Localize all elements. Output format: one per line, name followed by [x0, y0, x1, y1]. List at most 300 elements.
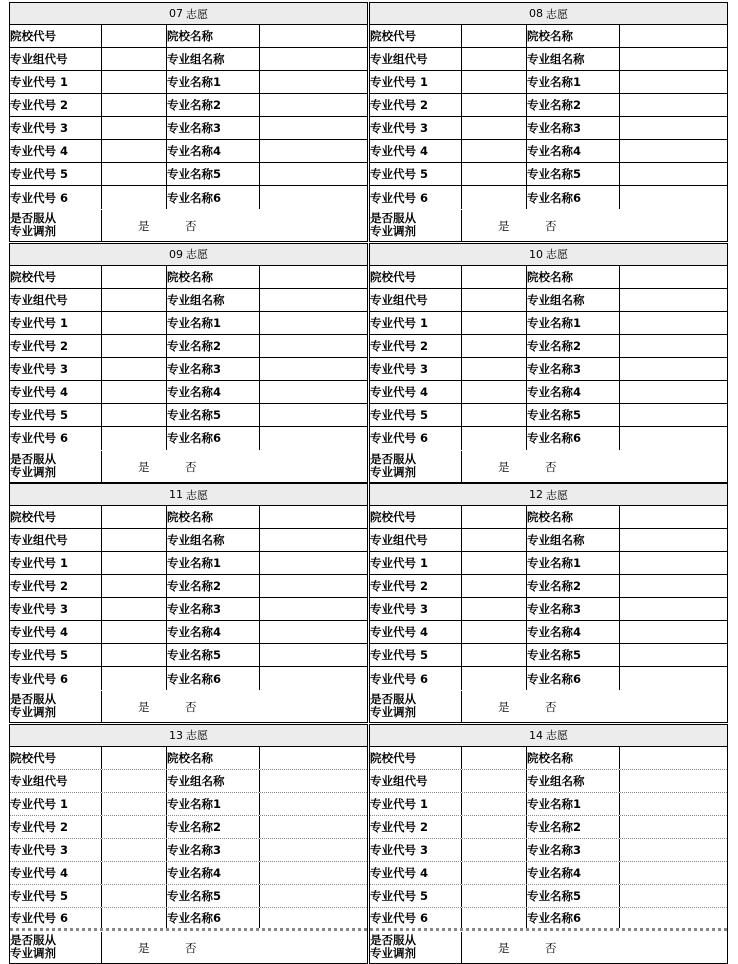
value-field-left[interactable] [462, 598, 527, 620]
form-row [370, 404, 727, 427]
value-field-left[interactable] [102, 747, 167, 769]
row-label-left: 专业代号 2 [10, 94, 102, 116]
row-label-right: 专业名称4 [167, 140, 260, 162]
form-row [10, 335, 367, 358]
value-field-left[interactable] [462, 335, 527, 357]
row-label-left: 专业代号 2 [370, 816, 462, 838]
adjust-yes-option[interactable]: 是 [498, 940, 510, 955]
form-row [370, 312, 727, 335]
form-row [370, 71, 727, 94]
value-field-left[interactable] [102, 644, 167, 666]
row-label-left: 专业代号 3 [10, 839, 102, 861]
value-field-right[interactable] [620, 427, 727, 450]
choice-label: 志愿 [186, 248, 208, 261]
row-label-left: 专业代号 3 [10, 117, 102, 139]
form-row [370, 908, 727, 931]
adjust-label-line1: 是否服从 [10, 932, 56, 947]
value-field-left[interactable] [462, 163, 527, 185]
row-label-left: 专业代号 6 [370, 908, 462, 928]
row-label-left: 专业代号 5 [370, 644, 462, 666]
row-label-left: 专业组代号 [10, 48, 102, 70]
form-row [370, 48, 727, 71]
adjust-label-line1: 是否服从 [10, 211, 56, 225]
value-field-right[interactable] [620, 908, 727, 928]
adjust-question [10, 210, 102, 241]
row-label-right: 专业名称6 [527, 427, 620, 450]
value-field-left[interactable] [462, 747, 527, 769]
value-field-left[interactable] [102, 71, 167, 93]
value-field-left[interactable] [462, 427, 527, 450]
adjust-yes-option[interactable]: 是 [138, 940, 150, 955]
adjust-no-option[interactable]: 否 [545, 219, 557, 233]
row-label-right: 专业名称1 [527, 793, 620, 815]
row-label-right: 专业名称5 [527, 644, 620, 666]
value-field-left[interactable] [102, 552, 167, 574]
value-field-right[interactable] [260, 862, 367, 884]
form-row [370, 381, 727, 404]
value-field-left[interactable] [462, 71, 527, 93]
row-label-right: 专业名称3 [167, 358, 260, 380]
row-label-left: 专业代号 3 [370, 598, 462, 620]
form-row [370, 163, 727, 186]
value-field-left[interactable] [102, 335, 167, 357]
form-row [370, 770, 727, 793]
value-field-right[interactable] [260, 427, 367, 450]
value-field-right[interactable] [620, 335, 727, 357]
adjust-no-option[interactable]: 否 [545, 700, 557, 714]
row-label-left: 专业代号 6 [370, 186, 462, 209]
adjust-row [10, 691, 367, 722]
row-label-left: 专业代号 6 [10, 427, 102, 450]
value-field-right[interactable] [620, 289, 727, 311]
row-label-right: 院校名称 [167, 266, 260, 288]
value-field-left[interactable] [102, 48, 167, 70]
adjust-row [370, 932, 727, 963]
row-label-left: 院校代号 [370, 506, 462, 528]
value-field-left[interactable] [462, 404, 527, 426]
value-field-right[interactable] [260, 335, 367, 357]
adjust-no-option[interactable]: 否 [545, 940, 557, 955]
value-field-left[interactable] [102, 667, 167, 690]
value-field-right[interactable] [260, 140, 367, 162]
value-field-right[interactable] [260, 770, 367, 792]
form-row [370, 266, 727, 289]
value-field-left[interactable] [102, 163, 167, 185]
value-field-left[interactable] [462, 529, 527, 551]
row-label-right: 专业名称3 [167, 117, 260, 139]
row-label-right: 专业名称4 [167, 862, 260, 884]
form-row [10, 552, 367, 575]
row-label-right: 专业组名称 [167, 770, 260, 792]
adjust-no-option[interactable]: 否 [185, 459, 197, 474]
choice-label: 志愿 [546, 7, 568, 21]
value-field-left[interactable] [462, 816, 527, 838]
value-field-left[interactable] [462, 94, 527, 116]
row-label-right: 专业名称3 [527, 117, 620, 139]
value-field-left[interactable] [462, 621, 527, 643]
value-field-right[interactable] [260, 552, 367, 574]
row-label-left: 专业代号 1 [370, 793, 462, 815]
value-field-left[interactable] [102, 25, 167, 47]
form-row [10, 117, 367, 140]
value-field-right[interactable] [260, 575, 367, 597]
value-field-left[interactable] [102, 381, 167, 403]
adjust-label-line1: 是否服从 [370, 692, 416, 706]
form-row [370, 529, 727, 552]
value-field-right[interactable] [620, 404, 727, 426]
adjust-yes-option[interactable]: 是 [138, 459, 150, 474]
row-label-left: 专业代号 3 [370, 839, 462, 861]
volunteer-card [9, 243, 368, 483]
adjust-label-line2: 专业调剂 [370, 705, 416, 719]
value-field-right[interactable] [260, 816, 367, 838]
value-field-right[interactable] [260, 266, 367, 288]
volunteer-card [9, 2, 368, 242]
row-label-left: 专业组代号 [370, 529, 462, 551]
row-label-left: 专业代号 4 [10, 862, 102, 884]
value-field-left[interactable] [462, 358, 527, 380]
row-label-right: 专业组名称 [167, 529, 260, 551]
choice-number: 09 [169, 247, 183, 261]
row-label-right: 专业名称6 [167, 186, 260, 209]
value-field-right[interactable] [260, 381, 367, 403]
value-field-left[interactable] [462, 381, 527, 403]
value-field-right[interactable] [260, 404, 367, 426]
adjust-no-option[interactable]: 否 [185, 940, 197, 955]
value-field-right[interactable] [620, 117, 727, 139]
row-label-left: 专业组代号 [370, 770, 462, 792]
adjust-yes-option[interactable]: 是 [498, 700, 510, 714]
value-field-right[interactable] [260, 793, 367, 815]
form-row [370, 289, 727, 312]
row-label-right: 院校名称 [527, 747, 620, 769]
form-row [370, 506, 727, 529]
form-row [10, 621, 367, 644]
row-label-left: 专业代号 2 [370, 335, 462, 357]
volunteer-card [369, 483, 728, 723]
row-label-left: 院校代号 [370, 25, 462, 47]
form-row [370, 427, 727, 450]
choice-label: 志愿 [186, 7, 208, 21]
row-label-left: 专业代号 5 [10, 163, 102, 185]
value-field-right[interactable] [260, 885, 367, 907]
row-label-right: 专业名称2 [167, 335, 260, 357]
row-label-right: 专业名称5 [167, 404, 260, 426]
row-label-left: 专业代号 4 [10, 381, 102, 403]
value-field-left[interactable] [462, 575, 527, 597]
value-field-left[interactable] [462, 289, 527, 311]
choice-label: 志愿 [546, 248, 568, 261]
row-label-left: 专业代号 6 [10, 908, 102, 928]
value-field-right[interactable] [620, 25, 727, 47]
value-field-right[interactable] [260, 839, 367, 861]
value-field-left[interactable] [102, 506, 167, 528]
form-row [370, 94, 727, 117]
row-label-right: 专业名称1 [527, 312, 620, 334]
value-field-right[interactable] [260, 908, 367, 928]
adjust-row [370, 691, 727, 722]
row-label-left: 院校代号 [370, 266, 462, 288]
volunteer-card [9, 724, 368, 964]
value-field-right[interactable] [260, 644, 367, 666]
value-field-left[interactable] [102, 770, 167, 792]
choice-number: 08 [529, 7, 543, 20]
row-label-right: 专业名称1 [527, 71, 620, 93]
value-field-left[interactable] [102, 358, 167, 380]
volunteer-card-header [370, 725, 727, 747]
value-field-left[interactable] [462, 117, 527, 139]
row-label-right: 专业名称2 [167, 575, 260, 597]
value-field-right[interactable] [620, 644, 727, 666]
adjust-row [10, 932, 367, 963]
row-label-left: 专业代号 3 [370, 117, 462, 139]
form-row [370, 667, 727, 690]
value-field-left[interactable] [462, 885, 527, 907]
value-field-right[interactable] [620, 71, 727, 93]
value-field-left[interactable] [102, 186, 167, 209]
row-label-right: 专业名称4 [527, 621, 620, 643]
row-label-left: 专业代号 4 [370, 621, 462, 643]
row-label-left: 专业代号 4 [10, 621, 102, 643]
value-field-right[interactable] [260, 117, 367, 139]
row-label-left: 专业代号 6 [370, 427, 462, 450]
row-label-right: 专业名称3 [167, 598, 260, 620]
value-field-right[interactable] [260, 506, 367, 528]
form-row [10, 140, 367, 163]
value-field-left[interactable] [462, 552, 527, 574]
value-field-left[interactable] [462, 793, 527, 815]
value-field-right[interactable] [620, 839, 727, 861]
value-field-right[interactable] [620, 793, 727, 815]
row-label-left: 专业组代号 [370, 48, 462, 70]
volunteer-card-header [10, 484, 367, 506]
value-field-left[interactable] [102, 289, 167, 311]
row-label-left: 专业代号 4 [10, 140, 102, 162]
row-label-right: 专业名称1 [527, 552, 620, 574]
value-field-right[interactable] [620, 770, 727, 792]
value-field-left[interactable] [462, 908, 527, 928]
value-field-right[interactable] [620, 862, 727, 884]
choice-number: 10 [529, 247, 543, 261]
row-label-right: 专业名称2 [527, 816, 620, 838]
form-row [10, 289, 367, 312]
row-label-left: 专业代号 3 [370, 358, 462, 380]
value-field-left[interactable] [102, 621, 167, 643]
choice-label: 志愿 [546, 729, 568, 742]
row-label-left: 专业代号 1 [10, 793, 102, 815]
row-label-right: 专业名称1 [167, 312, 260, 334]
value-field-right[interactable] [260, 186, 367, 209]
value-field-right[interactable] [620, 140, 727, 162]
value-field-left[interactable] [462, 862, 527, 884]
adjust-no-option[interactable]: 否 [185, 700, 197, 714]
row-label-right: 专业名称6 [527, 908, 620, 928]
row-label-right: 专业名称5 [527, 404, 620, 426]
value-field-right[interactable] [260, 621, 367, 643]
row-label-right: 院校名称 [167, 747, 260, 769]
value-field-left[interactable] [102, 816, 167, 838]
adjust-question [370, 451, 462, 482]
row-label-left: 院校代号 [370, 747, 462, 769]
value-field-right[interactable] [260, 529, 367, 551]
value-field-right[interactable] [620, 186, 727, 209]
row-label-right: 专业名称4 [527, 140, 620, 162]
choice-number: 14 [529, 728, 543, 742]
value-field-left[interactable] [102, 862, 167, 884]
value-field-right[interactable] [260, 358, 367, 380]
value-field-right[interactable] [260, 312, 367, 334]
value-field-left[interactable] [462, 506, 527, 528]
value-field-left[interactable] [462, 312, 527, 334]
row-label-right: 专业组名称 [527, 770, 620, 792]
row-label-right: 专业名称5 [167, 644, 260, 666]
value-field-right[interactable] [620, 312, 727, 334]
row-label-left: 专业代号 4 [370, 862, 462, 884]
row-label-left: 专业代号 5 [370, 885, 462, 907]
form-row [10, 598, 367, 621]
row-label-right: 院校名称 [527, 266, 620, 288]
form-row [10, 312, 367, 335]
row-label-left: 专业代号 1 [10, 552, 102, 574]
row-label-right: 院校名称 [527, 25, 620, 47]
form-row [370, 140, 727, 163]
choice-label: 志愿 [186, 729, 208, 742]
value-field-right[interactable] [620, 667, 727, 690]
row-label-left: 专业组代号 [10, 770, 102, 792]
value-field-left[interactable] [102, 427, 167, 450]
row-label-left: 院校代号 [10, 506, 102, 528]
value-field-left[interactable] [102, 529, 167, 551]
value-field-left[interactable] [462, 839, 527, 861]
volunteer-card [9, 483, 368, 723]
value-field-right[interactable] [620, 598, 727, 620]
value-field-left[interactable] [102, 140, 167, 162]
value-field-right[interactable] [260, 94, 367, 116]
value-field-left[interactable] [102, 908, 167, 928]
row-label-left: 专业代号 1 [370, 552, 462, 574]
value-field-right[interactable] [620, 529, 727, 551]
value-field-left[interactable] [462, 266, 527, 288]
value-field-right[interactable] [620, 381, 727, 403]
adjust-row [10, 451, 367, 482]
row-label-right: 专业名称4 [167, 381, 260, 403]
form-row [10, 163, 367, 186]
value-field-right[interactable] [260, 163, 367, 185]
row-label-left: 专业组代号 [10, 289, 102, 311]
form-row [10, 667, 367, 690]
volunteer-card [369, 724, 728, 964]
value-field-left[interactable] [102, 575, 167, 597]
value-field-right[interactable] [260, 71, 367, 93]
value-field-left[interactable] [462, 644, 527, 666]
value-field-left[interactable] [462, 186, 527, 209]
value-field-right[interactable] [260, 289, 367, 311]
adjust-yes-option[interactable]: 是 [498, 459, 510, 474]
row-label-left: 院校代号 [10, 266, 102, 288]
row-label-left: 专业代号 5 [370, 163, 462, 185]
value-field-left[interactable] [102, 404, 167, 426]
row-label-right: 专业组名称 [527, 529, 620, 551]
adjust-no-option[interactable]: 否 [545, 459, 557, 474]
row-label-right: 专业名称5 [167, 885, 260, 907]
adjust-no-option[interactable]: 否 [185, 219, 197, 233]
value-field-left[interactable] [462, 25, 527, 47]
row-label-right: 专业名称2 [167, 816, 260, 838]
form-row [10, 575, 367, 598]
value-field-right[interactable] [620, 552, 727, 574]
choice-number: 11 [169, 488, 183, 501]
value-field-left[interactable] [462, 770, 527, 792]
value-field-right[interactable] [620, 621, 727, 643]
choice-number: 07 [169, 7, 183, 20]
row-label-left: 专业代号 4 [370, 381, 462, 403]
row-label-right: 专业组名称 [167, 48, 260, 70]
adjust-yes-option[interactable]: 是 [138, 700, 150, 714]
form-row [10, 404, 367, 427]
row-label-left: 专业代号 2 [370, 575, 462, 597]
value-field-right[interactable] [620, 266, 727, 288]
row-label-right: 专业名称2 [527, 335, 620, 357]
row-label-right: 专业名称2 [527, 94, 620, 116]
value-field-right[interactable] [260, 48, 367, 70]
value-field-left[interactable] [102, 598, 167, 620]
adjust-question [10, 932, 102, 963]
value-field-left[interactable] [462, 140, 527, 162]
value-field-right[interactable] [620, 747, 727, 769]
row-label-right: 专业组名称 [167, 289, 260, 311]
row-label-right: 专业名称5 [527, 885, 620, 907]
row-label-right: 专业名称6 [167, 427, 260, 450]
adjust-label-line1: 是否服从 [370, 932, 416, 947]
adjust-row [370, 451, 727, 482]
value-field-right[interactable] [620, 885, 727, 907]
row-label-left: 专业代号 4 [370, 140, 462, 162]
value-field-left[interactable] [102, 312, 167, 334]
row-label-right: 专业名称3 [527, 598, 620, 620]
value-field-right[interactable] [620, 816, 727, 838]
value-field-left[interactable] [102, 839, 167, 861]
adjust-yes-option[interactable]: 是 [138, 219, 150, 233]
value-field-left[interactable] [102, 266, 167, 288]
value-field-left[interactable] [102, 94, 167, 116]
adjust-yes-option[interactable]: 是 [498, 219, 510, 233]
value-field-right[interactable] [620, 358, 727, 380]
value-field-right[interactable] [620, 48, 727, 70]
value-field-right[interactable] [260, 667, 367, 690]
adjust-row [10, 210, 367, 241]
value-field-right[interactable] [620, 506, 727, 528]
value-field-right[interactable] [260, 25, 367, 47]
value-field-left[interactable] [102, 885, 167, 907]
form-row [370, 644, 727, 667]
volunteer-card-header [370, 244, 727, 266]
row-label-left: 专业代号 5 [10, 885, 102, 907]
form-row [10, 644, 367, 667]
row-label-left: 院校代号 [10, 25, 102, 47]
form-row [10, 862, 367, 885]
value-field-right[interactable] [260, 747, 367, 769]
value-field-right[interactable] [620, 575, 727, 597]
value-field-left[interactable] [462, 667, 527, 690]
value-field-left[interactable] [102, 117, 167, 139]
value-field-right[interactable] [620, 163, 727, 185]
row-label-right: 专业名称2 [167, 94, 260, 116]
volunteer-card-header [370, 3, 727, 25]
value-field-right[interactable] [260, 598, 367, 620]
value-field-left[interactable] [462, 48, 527, 70]
value-field-left[interactable] [102, 793, 167, 815]
value-field-right[interactable] [620, 94, 727, 116]
